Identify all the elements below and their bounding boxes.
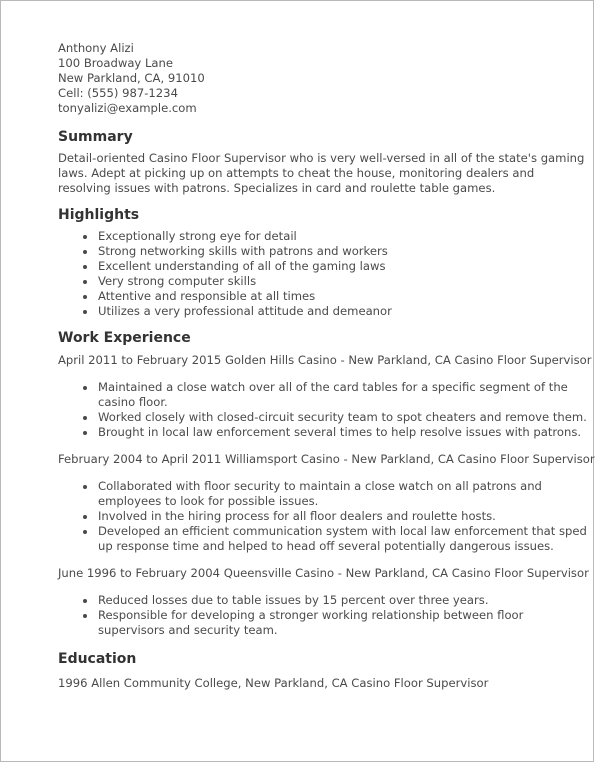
job-line-3: June 1996 to February 2004 Queensville Casino - New Parkland, CA Casino Floor Supervisor — [58, 566, 589, 580]
job-item: Developed an efficient communication system with local law enforcement that sped up response time and helped to head off several potentially dangerous issues. — [98, 524, 587, 553]
contact-phone: Cell: (555) 987-1234 — [58, 86, 178, 100]
highlight-item: Utilizes a very professional attitude and demeanor — [98, 304, 588, 319]
highlight-item: Excellent understanding of all of the gaming laws — [98, 259, 588, 274]
highlights-list — [58, 229, 588, 319]
summary-text: Detail-oriented Casino Floor Supervisor who is very well-versed in all of the state's gaming laws. Adept at picking up on attempts to cheat the house, monitoring dealers and resolving issues with patrons. Specializes in card and roulette table games. — [58, 151, 585, 195]
job-3-list — [58, 593, 588, 638]
job-item: Worked closely with closed-circuit security team to spot cheaters and remove them. — [98, 410, 587, 424]
highlight-item: Strong networking skills with patrons and workers — [98, 244, 588, 259]
contact-email: tonyalizi@example.com — [58, 101, 197, 115]
job-1-list — [58, 380, 588, 440]
job-line-1: April 2011 to February 2015 Golden Hills Casino - New Parkland, CA Casino Floor Supervisor — [58, 353, 592, 367]
highlight-item: Very strong computer skills — [98, 274, 588, 289]
work-heading: Work Experience — [58, 330, 191, 346]
job-item: Responsible for developing a stronger working relationship between floor supervisors and security team. — [98, 608, 588, 638]
education-line: 1996 Allen Community College, New Parkland, CA Casino Floor Supervisor — [58, 676, 489, 690]
job-2-list — [58, 479, 588, 554]
contact-name: Anthony Alizi — [58, 41, 134, 55]
job-item: Involved in the hiring process for all floor dealers and roulette hosts. — [98, 509, 588, 524]
job-item: Brought in local law enforcement several times to help resolve issues with patrons. — [98, 425, 588, 440]
summary-heading: Summary — [58, 129, 133, 145]
contact-city: New Parkland, CA, 91010 — [58, 71, 205, 85]
job-item: Reduced losses due to table issues by 15 percent over three years. — [98, 593, 588, 608]
resume-content — [58, 41, 595, 691]
job-item: Collaborated with floor security to maintain a close watch on all patrons and employees to look for possible issues. — [98, 479, 588, 509]
job-line-2: February 2004 to April 2011 Williamsport Casino - New Parkland, CA Casino Floor Supervisor — [58, 452, 595, 466]
contact-block — [58, 41, 588, 116]
highlight-item: Exceptionally strong eye for detail — [98, 229, 588, 244]
education-heading: Education — [58, 651, 137, 667]
highlights-heading: Highlights — [58, 207, 140, 223]
contact-address: 100 Broadway Lane — [58, 56, 174, 70]
job-item: Maintained a close watch over all of the card tables for a specific segment of the casino floor. — [98, 380, 588, 410]
highlight-item: Attentive and responsible at all times — [98, 289, 588, 304]
